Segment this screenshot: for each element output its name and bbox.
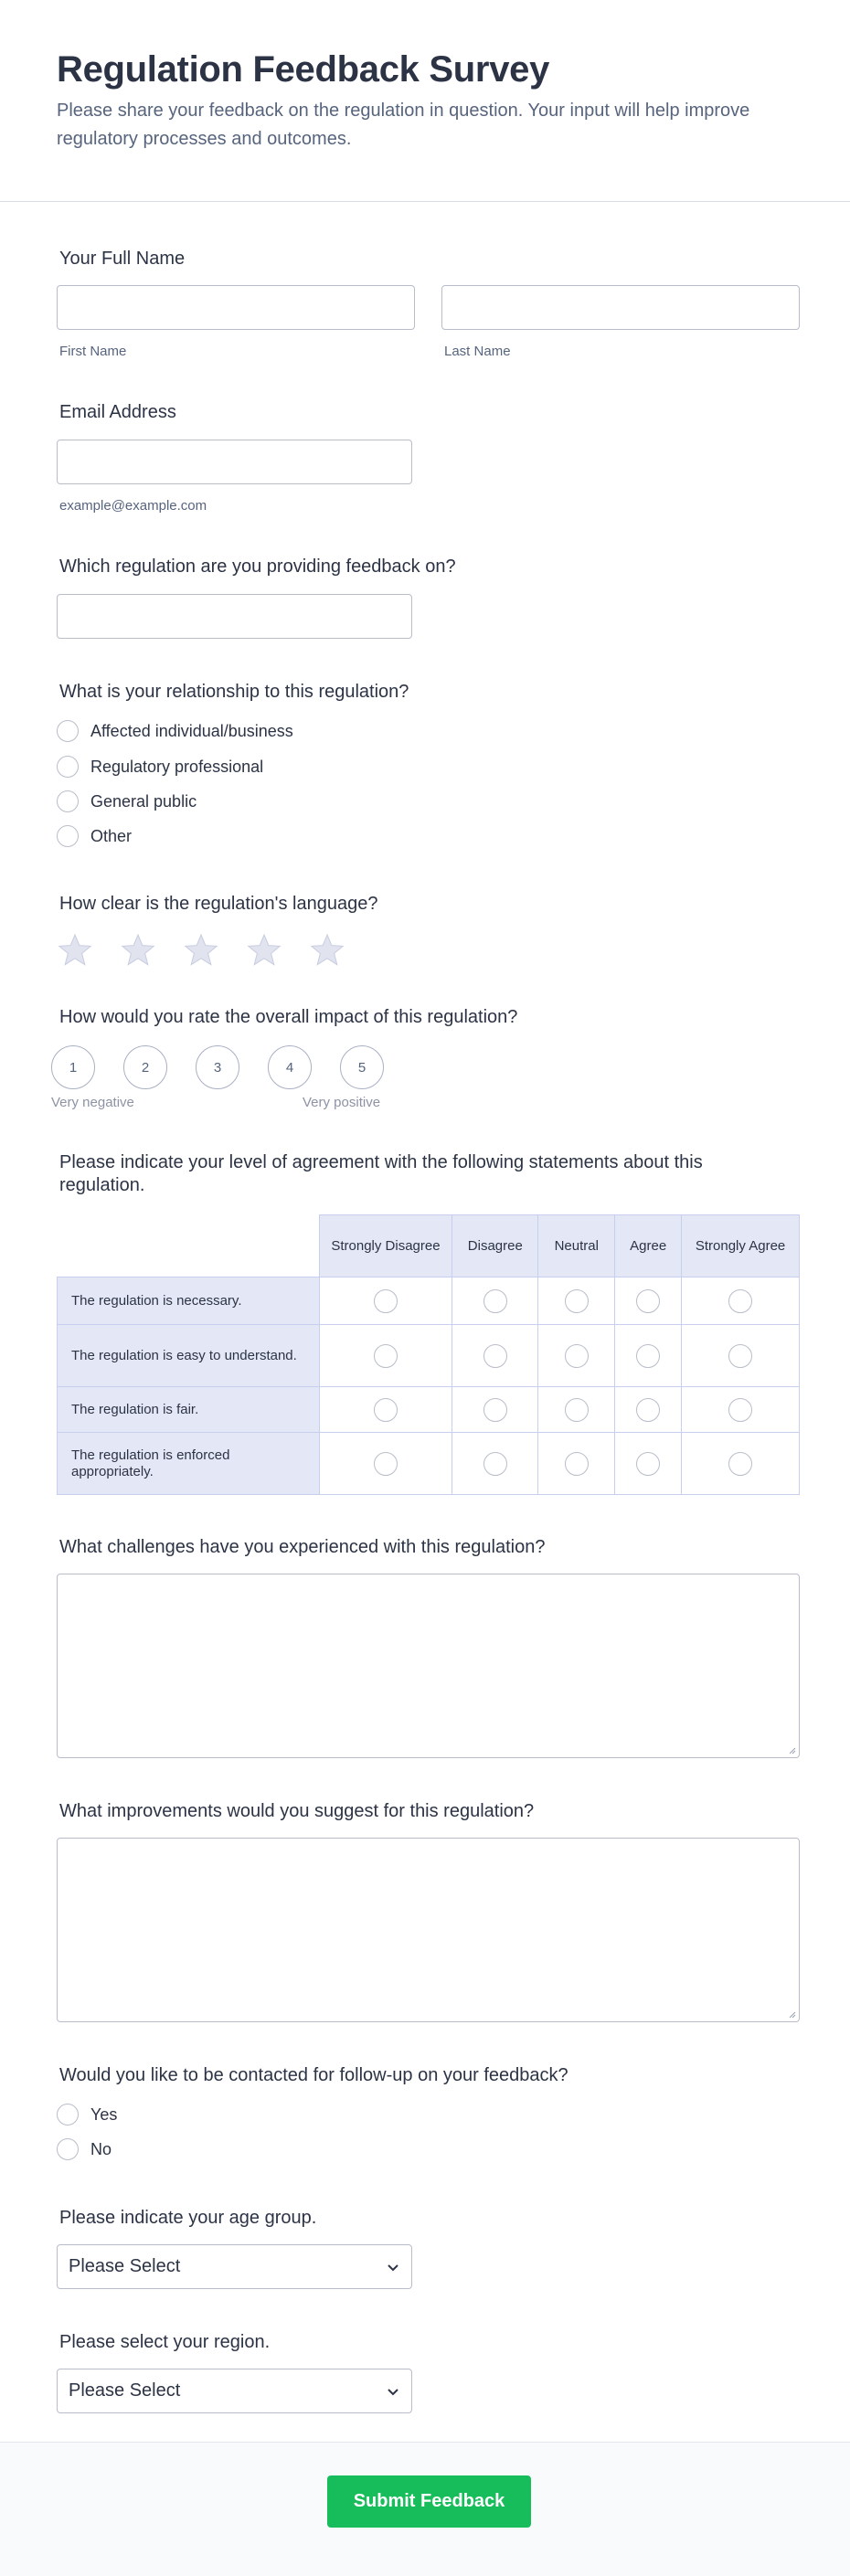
radio-button[interactable] — [374, 1344, 398, 1368]
radio-button[interactable] — [483, 1398, 507, 1422]
matrix-row — [58, 1387, 800, 1433]
radio-button[interactable] — [483, 1452, 507, 1476]
age-group-select[interactable] — [57, 2244, 412, 2289]
matrix-row-label: The regulation is enforced appropriately. — [58, 1433, 320, 1495]
radio-button[interactable] — [565, 1289, 589, 1313]
radio-button[interactable] — [565, 1344, 589, 1368]
scale-option-1[interactable]: 1 — [51, 1045, 95, 1089]
radio-button[interactable] — [57, 2138, 79, 2160]
matrix-cell[interactable] — [538, 1325, 615, 1387]
relationship-option-label: Other — [90, 826, 133, 845]
radio-button[interactable] — [565, 1452, 589, 1476]
matrix-cell[interactable] — [319, 1387, 452, 1433]
resize-handle-icon[interactable] — [787, 1745, 796, 1754]
matrix-column-header: Neutral — [538, 1215, 615, 1277]
star-icon[interactable] — [120, 932, 156, 969]
matrix-cell[interactable] — [452, 1325, 538, 1387]
matrix-cell[interactable] — [538, 1433, 615, 1495]
star-icon[interactable] — [57, 932, 93, 969]
radio-button[interactable] — [374, 1289, 398, 1313]
matrix-row-label: The regulation is fair. — [58, 1387, 320, 1433]
scale-option-3[interactable]: 3 — [196, 1045, 239, 1089]
radio-button[interactable] — [728, 1398, 752, 1422]
matrix-row — [58, 1325, 800, 1387]
agreement-label: Please indicate your level of agreement with the following statements about this regulation. — [59, 1152, 703, 1195]
matrix-cell[interactable] — [538, 1277, 615, 1325]
matrix-cell[interactable] — [682, 1433, 800, 1495]
radio-button[interactable] — [57, 825, 79, 847]
chevron-down-icon — [386, 2260, 400, 2274]
radio-button[interactable] — [57, 790, 79, 812]
matrix-cell[interactable] — [615, 1325, 682, 1387]
clarity-label: How clear is the regulation's language? — [59, 894, 378, 914]
star-icon[interactable] — [309, 932, 345, 969]
age-group-label: Please indicate your age group. — [59, 2208, 317, 2228]
followup-label: Would you like to be contacted for follow-up on your feedback? — [59, 2065, 568, 2085]
radio-button[interactable] — [728, 1452, 752, 1476]
form-header — [0, 0, 850, 202]
followup-option-label: Yes — [90, 2104, 118, 2124]
radio-button[interactable] — [636, 1452, 660, 1476]
email-sublabel: example@example.com — [59, 498, 207, 514]
matrix-row — [58, 1433, 800, 1495]
matrix-cell[interactable] — [682, 1277, 800, 1325]
followup-option[interactable] — [57, 2102, 117, 2127]
relationship-label: What is your relationship to this regulation? — [59, 682, 409, 702]
matrix-cell[interactable] — [452, 1433, 538, 1495]
relationship-option-label: Affected individual/business — [90, 721, 293, 740]
impact-scale — [51, 1045, 412, 1089]
matrix-column-header: Disagree — [452, 1215, 538, 1277]
scale-option-5[interactable]: 5 — [340, 1045, 384, 1089]
matrix-row — [58, 1277, 800, 1325]
star-icon[interactable] — [183, 932, 219, 969]
radio-button[interactable] — [374, 1398, 398, 1422]
first-name-sublabel: First Name — [59, 344, 127, 359]
matrix-cell[interactable] — [452, 1387, 538, 1433]
radio-button[interactable] — [728, 1289, 752, 1313]
followup-option[interactable] — [57, 2136, 112, 2162]
relationship-option[interactable] — [57, 823, 132, 849]
chevron-down-icon — [386, 2384, 400, 2399]
agreement-matrix — [57, 1214, 800, 1495]
radio-button[interactable] — [636, 1398, 660, 1422]
matrix-corner — [58, 1215, 320, 1277]
matrix-column-header: Strongly Disagree — [319, 1215, 452, 1277]
scale-option-2[interactable]: 2 — [123, 1045, 167, 1089]
last-name-sublabel: Last Name — [444, 344, 511, 359]
form-description: Please share your feedback on the regulation in question. Your input will help improve regulatory processes and outcomes. — [57, 101, 750, 149]
matrix-cell[interactable] — [452, 1277, 538, 1325]
matrix-cell[interactable] — [682, 1387, 800, 1433]
followup-option-label: No — [90, 2139, 112, 2158]
first-name-input[interactable] — [57, 285, 415, 330]
star-icon[interactable] — [246, 932, 282, 969]
radio-button[interactable] — [57, 720, 79, 742]
matrix-cell[interactable] — [682, 1325, 800, 1387]
scale-max-label: Very positive — [303, 1095, 381, 1110]
relationship-option-label: Regulatory professional — [90, 757, 264, 776]
radio-button[interactable] — [565, 1398, 589, 1422]
last-name-input[interactable] — [441, 285, 800, 330]
scale-min-label: Very negative — [51, 1095, 134, 1110]
region-label: Please select your region. — [59, 2332, 271, 2352]
relationship-option[interactable] — [57, 754, 263, 779]
resize-handle-icon[interactable] — [787, 2009, 796, 2019]
star-rating — [57, 932, 372, 969]
radio-button[interactable] — [57, 756, 79, 778]
email-label: Email Address — [59, 402, 176, 422]
challenges-textarea[interactable] — [57, 1574, 800, 1758]
matrix-cell[interactable] — [615, 1387, 682, 1433]
relationship-option[interactable] — [57, 789, 197, 814]
regulation-input[interactable] — [57, 594, 412, 639]
matrix-row-label: The regulation is easy to understand. — [58, 1325, 320, 1387]
matrix-cell[interactable] — [538, 1387, 615, 1433]
relationship-option-label: General public — [90, 791, 197, 811]
full-name-label: Your Full Name — [59, 249, 186, 269]
impact-label: How would you rate the overall impact of this regulation? — [59, 1007, 518, 1027]
improvements-label: What improvements would you suggest for this regulation? — [59, 1801, 535, 1821]
radio-button[interactable] — [483, 1344, 507, 1368]
radio-button[interactable] — [483, 1289, 507, 1313]
relationship-option[interactable] — [57, 718, 293, 744]
region-value: Please Select — [69, 2380, 181, 2401]
radio-button[interactable] — [374, 1452, 398, 1476]
matrix-row-label: The regulation is necessary. — [58, 1277, 320, 1325]
form-title: Regulation Feedback Survey — [57, 49, 550, 90]
matrix-cell[interactable] — [319, 1433, 452, 1495]
matrix-cell[interactable] — [319, 1325, 452, 1387]
matrix-cell[interactable] — [615, 1433, 682, 1495]
radio-button[interactable] — [636, 1289, 660, 1313]
improvements-textarea[interactable] — [57, 1838, 800, 2022]
regulation-label: Which regulation are you providing feedback on? — [59, 557, 456, 577]
region-select[interactable] — [57, 2369, 412, 2413]
matrix-cell[interactable] — [615, 1277, 682, 1325]
matrix-column-header: Agree — [615, 1215, 682, 1277]
age-group-value: Please Select — [69, 2256, 181, 2276]
submit-button[interactable]: Submit Feedback — [327, 2475, 531, 2528]
email-input[interactable] — [57, 440, 412, 484]
matrix-cell[interactable] — [319, 1277, 452, 1325]
scale-option-4[interactable]: 4 — [268, 1045, 312, 1089]
radio-button[interactable] — [57, 2104, 79, 2125]
radio-button[interactable] — [636, 1344, 660, 1368]
matrix-column-header: Strongly Agree — [682, 1215, 800, 1277]
challenges-label: What challenges have you experienced with this regulation? — [59, 1537, 546, 1557]
radio-button[interactable] — [728, 1344, 752, 1368]
